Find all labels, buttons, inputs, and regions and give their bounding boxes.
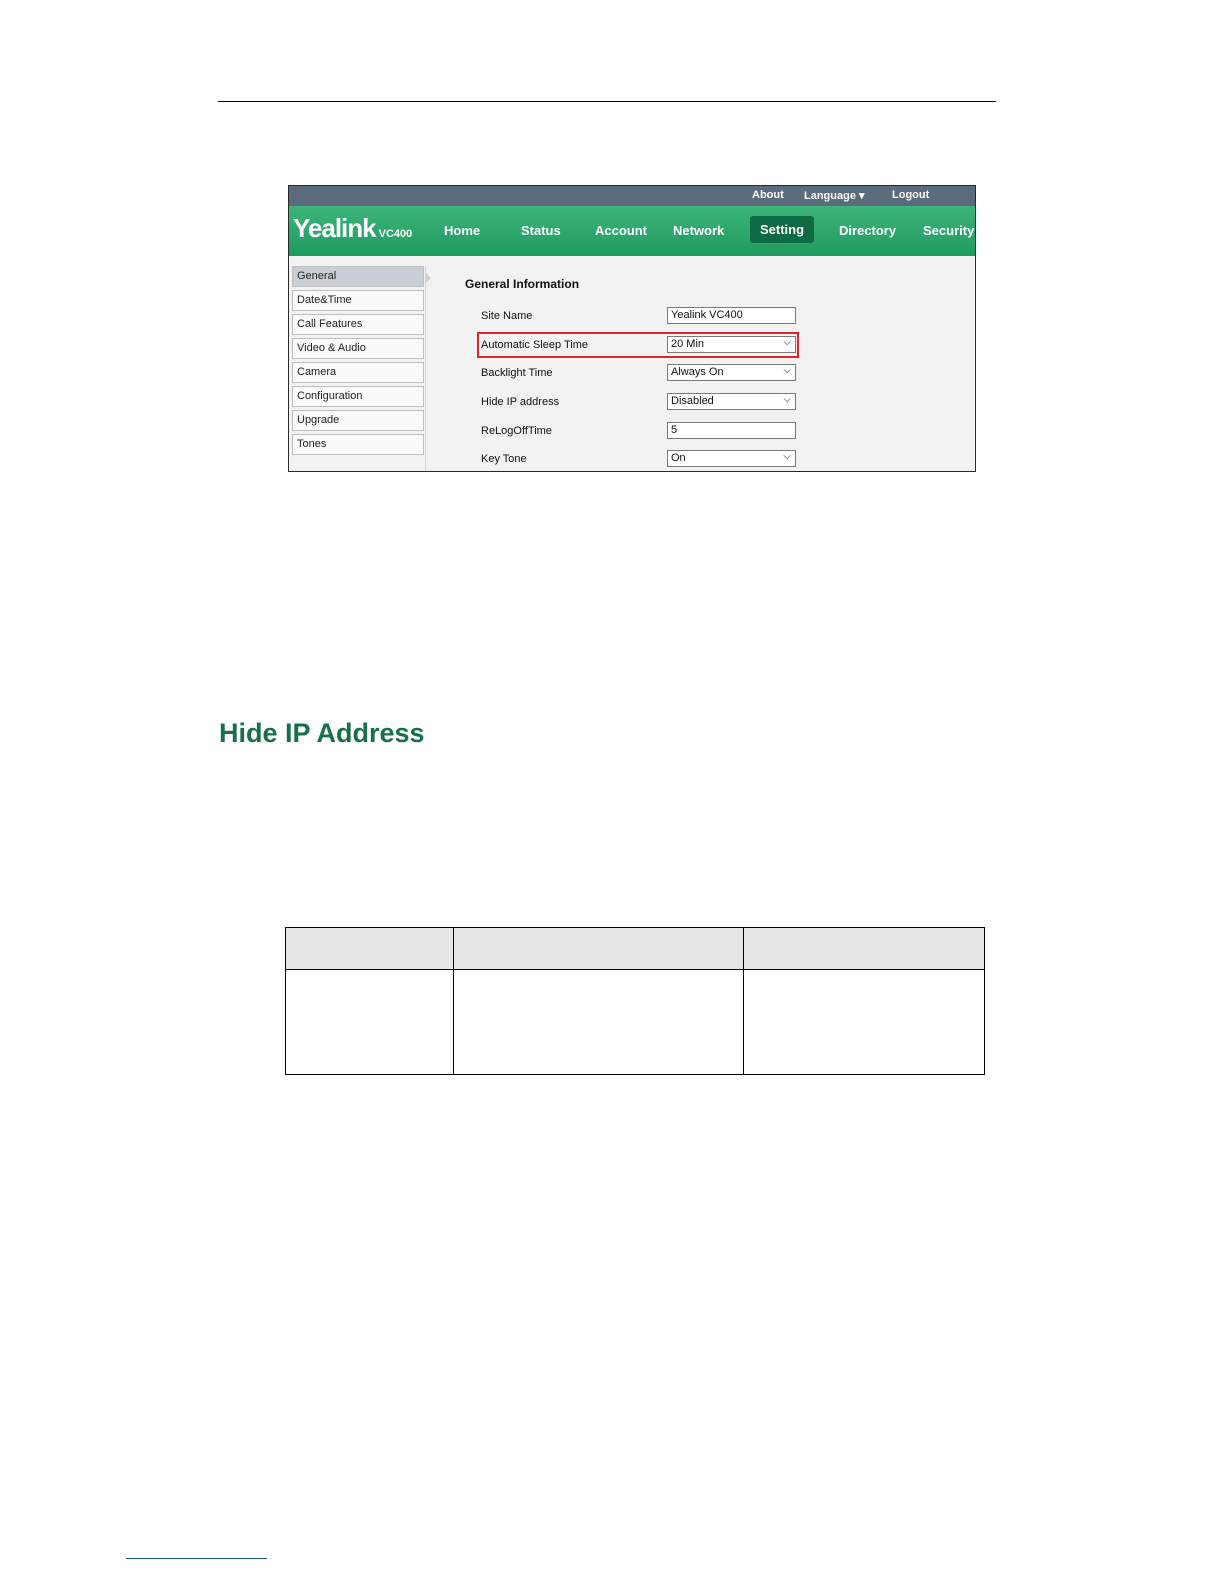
main-nav [289,206,975,256]
logo-model: VC400 [378,228,413,240]
sidebar-item-general[interactable] [292,266,424,287]
sidebar-item-configuration[interactable] [292,386,424,407]
table-header-cell [454,928,744,970]
table-cell [286,970,454,1075]
hide-ip-label: Hide IP address [481,396,560,408]
footnote-rule [126,1558,267,1559]
sidebar-item-call-features[interactable] [292,314,424,335]
backlight-time-select[interactable] [667,364,796,381]
nav-account[interactable]: Account [595,223,647,238]
nav-status[interactable]: Status [521,223,561,238]
table-header-cell [744,928,985,970]
sidebar-item-label: Upgrade [297,414,340,426]
section-heading: Hide IP Address [219,718,425,748]
key-tone-label: Key Tone [481,453,527,465]
hide-ip-select[interactable] [667,393,796,410]
language-menu[interactable]: Language ▾ [804,190,865,202]
chevron-down-icon: ⌵ [783,365,791,376]
sidebar-item-upgrade[interactable] [292,410,424,431]
relogoff-time-value: 5 [671,424,678,436]
about-link[interactable]: About [752,189,784,201]
logo-brand: Yealink [293,213,376,243]
sleep-time-value: 20 Min [671,338,705,350]
sidebar-item-label: General [297,270,337,282]
relogoff-time-label: ReLogOffTime [481,425,552,437]
sidebar-item-date-time[interactable] [292,290,424,311]
nav-home[interactable]: Home [444,223,481,238]
backlight-time-value: Always On [671,366,724,378]
chevron-down-icon: ⌵ [783,394,791,405]
table-row [286,970,985,1075]
parameter-table [285,927,985,1075]
nav-setting[interactable]: Setting [750,216,814,243]
logout-link[interactable]: Logout [892,189,930,201]
sleep-time-label: Automatic Sleep Time [481,339,588,351]
site-name-value: Yealink VC400 [671,309,743,321]
highlight-box [477,332,799,358]
site-name-input[interactable] [667,307,796,324]
utility-bar [289,186,975,206]
sidebar-item-tones[interactable] [292,434,424,455]
table-cell [744,970,985,1075]
chevron-down-icon: ⌵ [783,337,791,348]
key-tone-select[interactable] [667,450,796,467]
backlight-time-label: Backlight Time [481,367,553,379]
chevron-down-icon: ⌵ [783,451,791,462]
sidebar-item-label: Call Features [297,318,363,330]
section-title: General Information [465,277,580,291]
site-name-label: Site Name [481,310,533,322]
sidebar-item-label: Camera [297,366,337,378]
header-rule [218,101,996,102]
yealink-logo [293,213,412,244]
sidebar-item-label: Video & Audio [297,342,366,354]
table-header-row [286,928,985,970]
nav-directory[interactable]: Directory [839,223,897,238]
sidebar-item-label: Configuration [297,390,363,402]
nav-security[interactable]: Security [923,223,975,238]
table-header-cell [286,928,454,970]
key-tone-value: On [671,452,686,464]
sidebar-item-label: Tones [297,438,327,450]
sidebar-item-label: Date&Time [297,294,352,306]
nav-network[interactable]: Network [673,223,725,238]
hide-ip-value: Disabled [671,395,714,407]
relogoff-time-input[interactable] [667,422,796,439]
web-ui-screenshot [288,185,976,472]
sidebar-item-camera[interactable] [292,362,424,383]
sidebar-divider [425,266,426,472]
sidebar-item-video-audio[interactable] [292,338,424,359]
table-cell [454,970,744,1075]
